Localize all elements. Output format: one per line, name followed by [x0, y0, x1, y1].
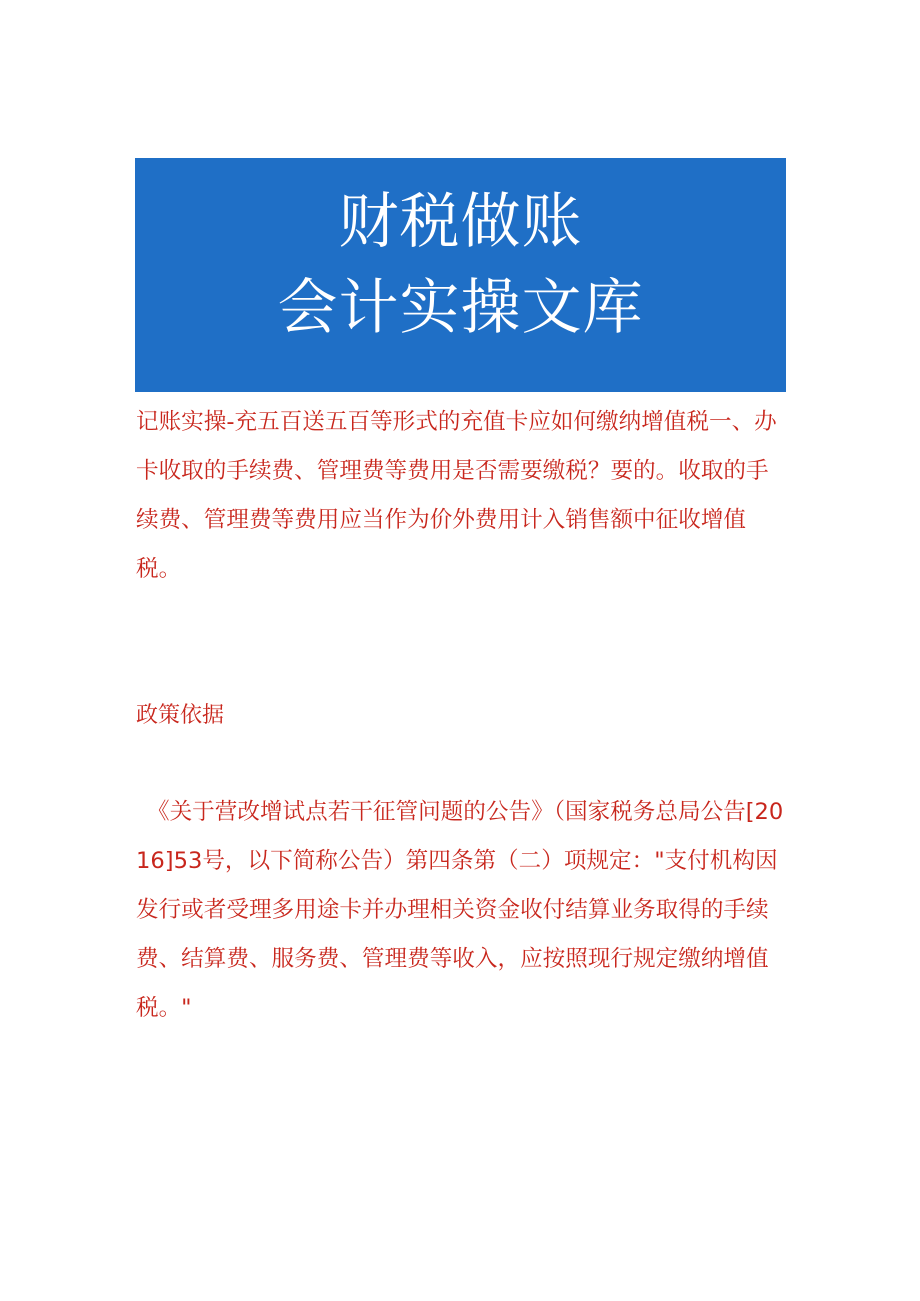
banner-subtitle: 会计实操文库	[277, 273, 644, 343]
policy-paragraph: 《关于营改增试点若干征管问题的公告》（国家税务总局公告[2016]53号，以下简称公告）第四条第（二）项规定："支付机构因发行或者受理多用途卡并办理相关资金收付结算业务取得的手续费、结算费、服务费、管理费等收入，应按照现行规定缴纳增值税。"	[136, 799, 784, 1021]
intro-paragraph: 记账实操-充五百送五百等形式的充值卡应如何缴纳增值税一、办卡收取的手续费、管理费等费用是否需要缴税？要的。收取的手续费、管理费等费用应当作为价外费用计入销售额中征收增值税。	[136, 409, 777, 582]
title-banner	[135, 158, 786, 392]
section-heading: 政策依据	[136, 703, 225, 728]
banner-title: 财税做账	[338, 187, 583, 257]
